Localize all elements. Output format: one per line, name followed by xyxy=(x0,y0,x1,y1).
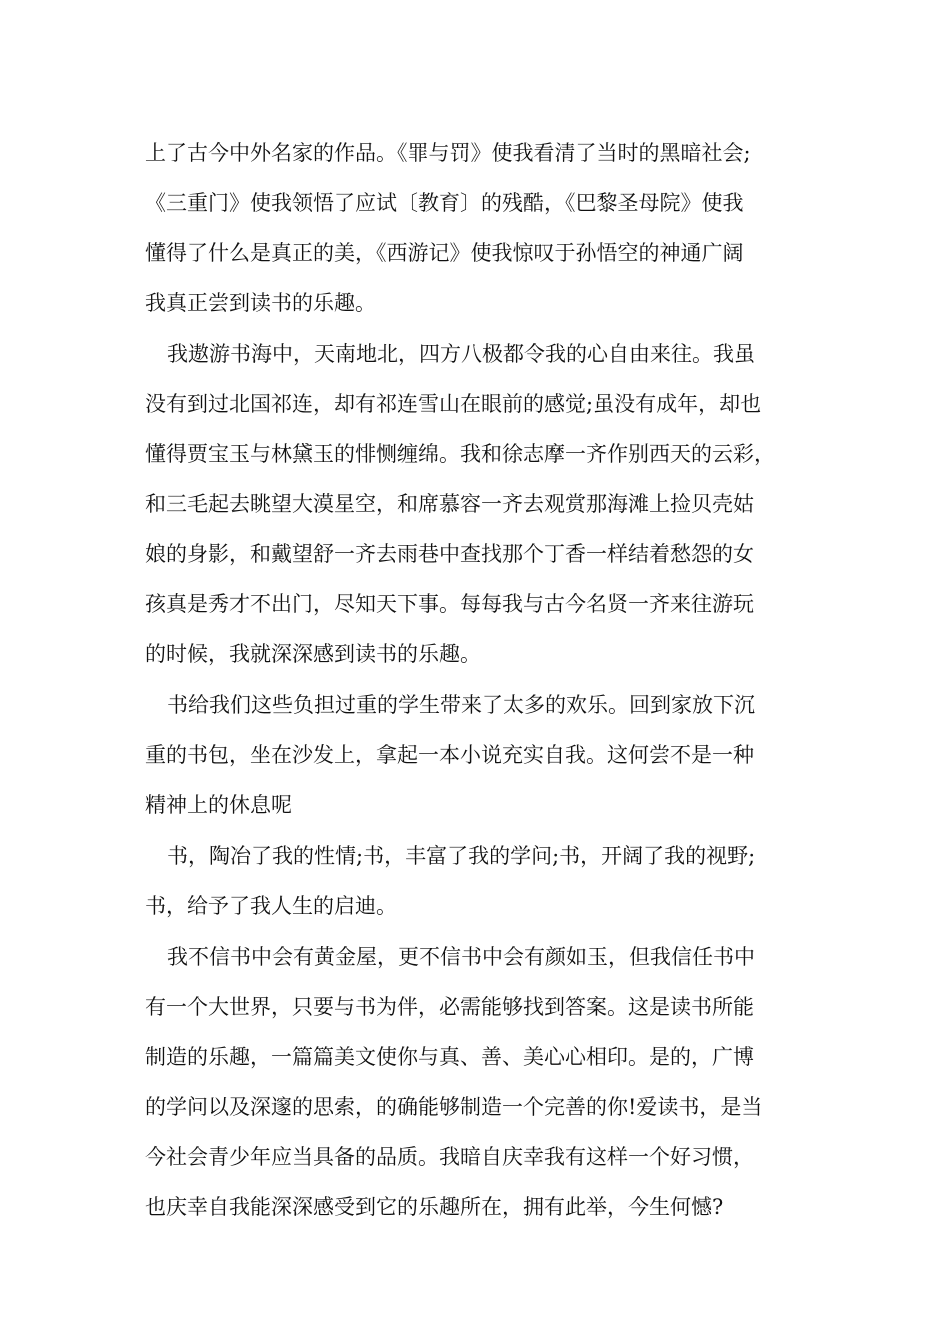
text-line: 孩真是秀才不出门，尽知天下事。每每我与古今名贤一齐来往游玩 xyxy=(145,592,754,616)
text-line: 有一个大世界，只要与书为伴，必需能够找到答案。这是读书所能 xyxy=(145,995,754,1019)
text-line: 制造的乐趣，一篇篇美文使你与真、善、美心心相印。是的，广博 xyxy=(145,1045,754,1069)
paragraph-4 xyxy=(145,831,825,931)
text-line: 上了古今中外名家的作品。《罪与罚》使我看清了当时的黑暗社会; xyxy=(145,141,751,165)
text-line: 懂得了什么是真正的美，《西游记》使我惊叹于孙悟空的神通广阔 xyxy=(145,241,744,265)
text-line: 重的书包，坐在沙发上，拿起一本小说充实自我。这何尝不是一种 xyxy=(145,743,754,767)
text-line: 娘的身影，和戴望舒一齐去雨巷中查找那个丁香一样结着愁怨的女 xyxy=(145,542,754,566)
text-line: 《三重门》使我领悟了应试〔教育〕的残酷，《巴黎圣母院》使我 xyxy=(145,191,744,215)
paragraph-1 xyxy=(145,128,825,328)
text-line: 我不信书中会有黄金屋，更不信书中会有颜如玉，但我信任书中 xyxy=(167,945,755,969)
text-line: 和三毛起去眺望大漠星空，和席慕容一齐去观赏那海滩上捡贝壳姑 xyxy=(145,492,754,516)
text-line: 今社会青少年应当具备的品质。我暗自庆幸我有这样一个好习惯， xyxy=(145,1145,754,1169)
text-line: 没有到过北国祁连，却有祁连雪山在眼前的感觉;虽没有成年，却也 xyxy=(145,392,762,416)
paragraph-2 xyxy=(145,329,825,679)
text-line: 书，陶冶了我的性情;书，丰富了我的学问;书，开阔了我的视野; xyxy=(167,844,756,868)
text-line: 懂得贾宝玉与林黛玉的悱恻缠绵。我和徐志摩一齐作别西天的云彩， xyxy=(145,442,775,466)
text-line: 精神上的休息呢 xyxy=(145,793,292,817)
text-line: 我遨游书海中，天南地北，四方八极都令我的心自由来往。我虽 xyxy=(167,342,755,366)
text-line: 的时候，我就深深感到读书的乐趣。 xyxy=(145,642,481,666)
text-line: 我真正尝到读书的乐趣。 xyxy=(145,291,376,315)
text-line: 书给我们这些负担过重的学生带来了太多的欢乐。回到家放下沉 xyxy=(167,693,755,717)
text-line: 书，给予了我人生的启迪。 xyxy=(145,894,397,918)
text-line: 的学问以及深邃的思索，的确能够制造一个完善的你!爱读书，是当 xyxy=(145,1095,763,1119)
text-line: 也庆幸自我能深深感受到它的乐趣所在，拥有此举，今生何憾? xyxy=(145,1195,724,1219)
paragraph-5 xyxy=(145,932,825,1232)
document-body xyxy=(145,128,825,1233)
paragraph-3 xyxy=(145,680,825,830)
